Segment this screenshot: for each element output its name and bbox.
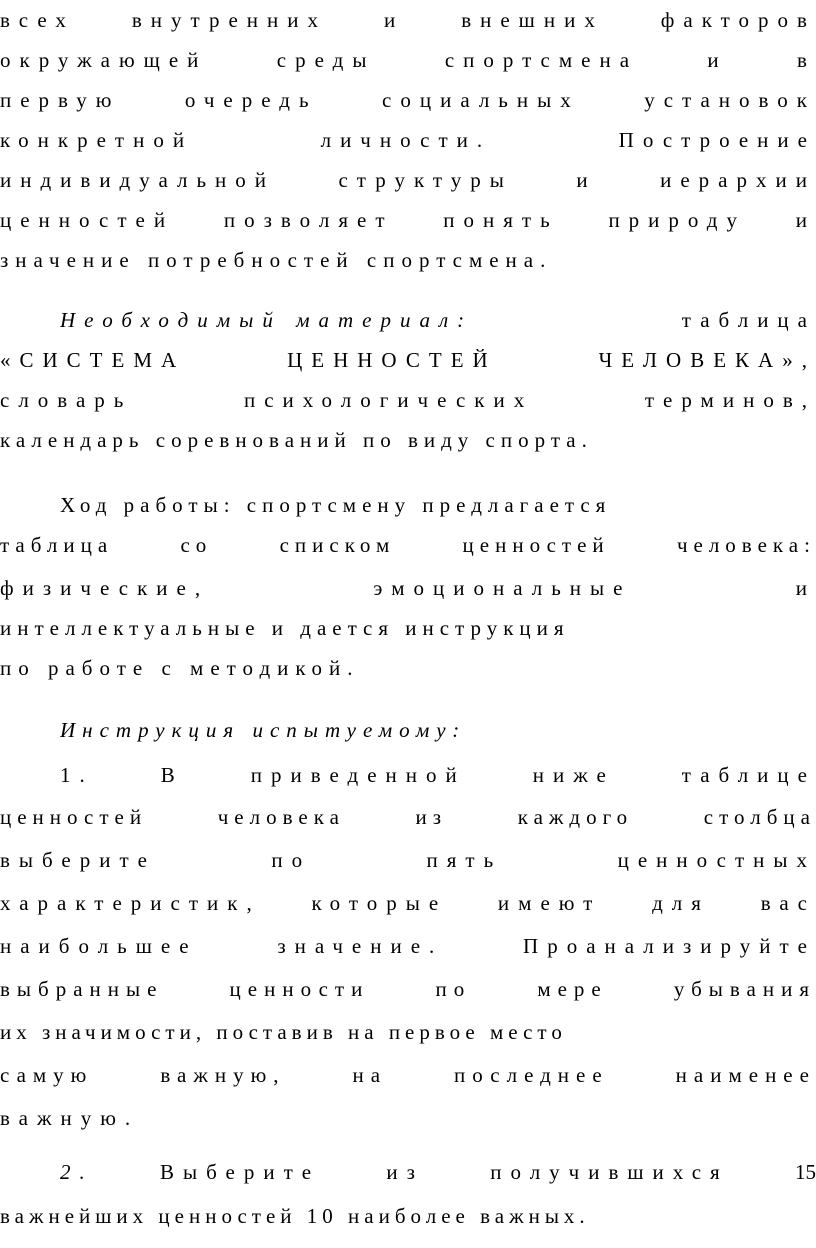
word: столбца: [703, 805, 816, 829]
word: важнейших ценностей 10 наиболее важных.: [0, 1204, 590, 1228]
word: конкретной: [0, 128, 194, 152]
word: Выберите: [160, 1160, 321, 1184]
item-2-line-1: [60, 1152, 816, 1192]
word: природу: [608, 208, 746, 232]
word: и: [795, 208, 816, 232]
word: и: [707, 48, 728, 72]
word: среды: [276, 48, 376, 72]
materials-heading: Необходимый материал:: [60, 308, 474, 332]
procedure-line-2: [0, 525, 816, 565]
word: ценностных: [617, 848, 816, 872]
word: самую: [0, 1063, 94, 1087]
word: ниже: [532, 763, 615, 787]
text-line-5: [0, 160, 816, 200]
procedure-line-3: [0, 568, 816, 608]
procedure-line-1: [60, 485, 816, 525]
text-line-1: [0, 0, 816, 40]
word: приведенной: [250, 763, 466, 787]
word: выберите: [0, 848, 156, 872]
word: социальных: [382, 88, 580, 112]
word: таблица: [0, 533, 114, 557]
word: Построение: [618, 128, 816, 152]
word: их значимости, поставив на первое место: [0, 1020, 567, 1044]
word: установок: [644, 88, 816, 112]
word: факторов: [660, 8, 816, 32]
word: со: [180, 533, 213, 557]
word: которые: [311, 891, 448, 915]
word: личности.: [320, 128, 492, 152]
word: В: [160, 763, 184, 787]
word: структуры: [338, 168, 513, 192]
text-line-4: [0, 120, 816, 160]
materials-line-1: [60, 300, 816, 340]
word: Проанализируйте: [523, 934, 816, 958]
word: психологических: [244, 388, 534, 412]
word: вас: [760, 891, 816, 915]
word: эмоциональные: [373, 576, 632, 600]
word: важную.: [0, 1106, 140, 1130]
word: «СИСТЕМА: [0, 348, 186, 372]
word: выбранные: [0, 977, 164, 1001]
materials-line-4: [0, 420, 816, 460]
word: внешних: [461, 8, 604, 32]
word: позволяет: [223, 208, 394, 232]
procedure-heading-line: Ход работы: спортсмену предлагается: [60, 493, 612, 517]
item-2-line-2: [0, 1196, 816, 1236]
word: внутренних: [131, 8, 328, 32]
word: индивидуальной: [0, 168, 275, 192]
word: важную,: [160, 1063, 286, 1087]
word: ЧЕЛОВЕКА»,: [598, 348, 816, 372]
list-number: 1.: [60, 763, 94, 787]
instruction-heading: [60, 710, 816, 750]
word: понять: [443, 208, 559, 232]
word: значение потребностей спортсмена.: [0, 248, 553, 272]
word: физические,: [0, 576, 210, 600]
word: окружающей: [0, 48, 208, 72]
materials-line-2: [0, 340, 816, 380]
word: из: [415, 805, 448, 829]
word: списком: [279, 533, 396, 557]
word: каждого: [517, 805, 634, 829]
item-1-line-3: [0, 840, 816, 880]
item-1-line-4: [0, 883, 816, 923]
list-number: 2.: [60, 1160, 94, 1184]
word: очередь: [184, 88, 318, 112]
word: мере: [537, 977, 608, 1001]
word: убывания: [673, 977, 816, 1001]
word: значение.: [277, 934, 444, 958]
word: спортсмена: [444, 48, 639, 72]
materials-line-3: [0, 380, 816, 420]
word: человека: [217, 805, 345, 829]
word: ценностей: [0, 805, 148, 829]
word: человека:: [676, 533, 816, 557]
word: ЦЕННОСТЕЙ: [287, 348, 497, 372]
word: таблица: [681, 308, 816, 332]
word: ценностей: [462, 533, 610, 557]
word: ценности: [229, 977, 370, 1001]
word: и: [576, 168, 597, 192]
item-1-line-7: [0, 1012, 816, 1052]
word: из: [386, 1160, 424, 1184]
word: пять: [426, 848, 503, 872]
word: иерархии: [660, 168, 816, 192]
word: наибольшее: [0, 934, 198, 958]
word: наименее: [675, 1063, 816, 1087]
item-1-line-2: [0, 797, 816, 837]
word: в: [797, 48, 816, 72]
word: календарь соревнований по виду спорта.: [0, 428, 593, 452]
text-line-7: [0, 240, 816, 280]
item-1-line-6: [0, 969, 816, 1009]
text-line-3: [0, 80, 816, 120]
word: по: [435, 977, 472, 1001]
word: имеют: [497, 891, 602, 915]
procedure-line-4: [0, 608, 816, 648]
word: и: [795, 576, 816, 600]
procedure-line-5: [0, 648, 816, 688]
word: всех: [0, 8, 75, 32]
word: получившихся: [490, 1160, 729, 1184]
text-line-2: [0, 40, 816, 80]
word: по работе с методикой.: [0, 656, 360, 680]
word: ценностей: [0, 208, 175, 232]
item-1-line-5: [0, 926, 816, 966]
word: для: [652, 891, 710, 915]
word: терминов,: [644, 388, 816, 412]
word: словарь: [0, 388, 133, 412]
word: первую: [0, 88, 121, 112]
item-1-line-1: [60, 755, 816, 795]
text-line-6: [0, 200, 816, 240]
word: 15: [794, 1160, 816, 1184]
item-1-line-8: [0, 1055, 816, 1095]
item-1-line-9: [0, 1098, 816, 1138]
word: по: [271, 848, 312, 872]
word: последнее: [454, 1063, 609, 1087]
word: интеллектуальные и дается инструкция: [0, 616, 570, 640]
word: характеристик,: [0, 891, 261, 915]
word: Инструкция испытуемому:: [60, 718, 467, 742]
word: на: [352, 1063, 388, 1087]
word: таблице: [681, 763, 816, 787]
word: и: [383, 8, 405, 32]
